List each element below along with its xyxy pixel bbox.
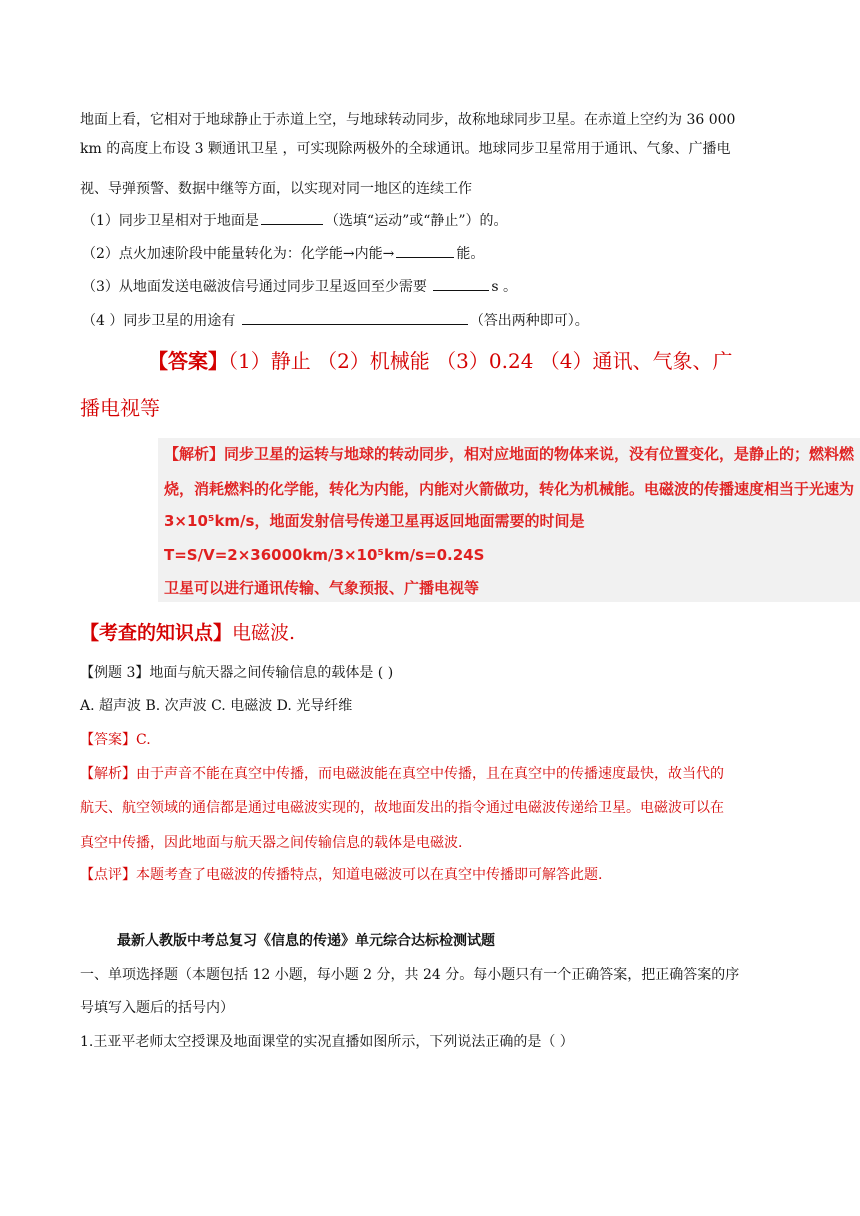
answer-line-1: [148, 349, 733, 373]
example-3-comment-tag: 【点评】: [80, 867, 136, 883]
question-1-text: （1）同步卫星相对于地面是: [82, 213, 259, 229]
question-3-text: （3）从地面发送电磁波信号通过同步卫星返回至少需要: [82, 279, 432, 295]
question-4-text: （4 ）同步卫星的用途有: [82, 313, 240, 329]
knowledge-point: [80, 621, 295, 645]
example-3-analysis-3: 真空中传播，因此地面与航天器之间传输信息的载体是电磁波.: [80, 835, 463, 851]
section-instruction-1: 一、单项选择题（本题包括 12 小题，每小题 2 分，共 24 分。每小题只有一个正确答案，把正确答案的序: [80, 967, 740, 983]
answer-text-1: （1）静止 （2）机械能 （3）0.24 （4）通讯、气象、广: [228, 349, 733, 373]
intro-line-3: 视、导弹预警、数据中继等方面，以实现对同一地区的连续工作: [80, 181, 472, 197]
knowledge-text: 电磁波.: [232, 622, 296, 644]
question-2-text: （2）点火加速阶段中能量转化为：化学能→内能→: [82, 246, 395, 262]
question-2: [82, 243, 484, 263]
example-3-analysis-tag: 【解析】: [80, 766, 136, 782]
analysis-line-4: T=S/V=2×36000km/3×10⁵km/s=0.24S: [164, 546, 485, 564]
analysis-line-2: 烧，消耗燃料的化学能，转化为内能，内能对火箭做功，转化为机械能。电磁波的传播速度相当于光速为: [164, 480, 855, 498]
example-3-analysis-1: [80, 765, 724, 783]
example-3-comment-text: 本题考查了电磁波的传播特点，知道电磁波可以在真空中传播即可解答此题.: [136, 867, 603, 883]
answer-blank-4: [242, 310, 468, 325]
example-3-analysis-2: 航天、航空领域的通信都是通过电磁波实现的，故地面发出的指令通过电磁波传递给卫星。电磁波可以在: [80, 800, 724, 816]
analysis-line-1: 【解析】同步卫星的运转与地球的转动同步，相对应地面的物体来说，没有位置变化，是静止的；燃料燃: [164, 445, 855, 463]
question-3-suffix: s 。: [491, 279, 517, 295]
answer-tag: 【答案】: [148, 349, 228, 373]
question-4-suffix: （答出两种即可）。: [469, 313, 589, 329]
question-4: [82, 310, 589, 330]
answer-blank-3: [433, 276, 489, 291]
analysis-line-3: 3×10⁵km/s，地面发射信号传递卫星再返回地面需要的时间是: [164, 512, 585, 530]
question-2-suffix: 能。: [456, 246, 485, 262]
question-3: [82, 276, 517, 296]
example-3-options: A. 超声波 B. 次声波 C. 电磁波 D. 光导纤维: [80, 698, 353, 714]
intro-line-2: km 的高度上布设 3 颗通讯卫星 ，可实现除两极外的全球通讯。地球同步卫星常用于通讯、气象、广播电: [80, 141, 731, 157]
answer-line-2: 播电视等: [80, 396, 160, 420]
test-title: 最新人教版中考总复习《信息的传递》单元综合达标检测试题: [117, 933, 495, 949]
example-3-comment: [80, 866, 602, 884]
test-question-1: 1.王亚平老师太空授课及地面课堂的实况直播如图所示，下列说法正确的是（ ）: [80, 1034, 574, 1050]
question-1: [82, 210, 508, 230]
section-instruction-2: 号填写入题后的括号内）: [80, 1000, 234, 1016]
example-3-answer: 【答案】C.: [80, 732, 151, 748]
example-3-analysis-text-1: 由于声音不能在真空中传播，而电磁波能在真空中传播，且在真空中的传播速度最快，故当代的: [136, 766, 724, 782]
answer-blank-1: [261, 210, 323, 225]
analysis-scan-image: [158, 438, 860, 602]
example-3-question: 【例题 3】地面与航天器之间传输信息的载体是 ( ): [80, 665, 394, 681]
analysis-line-5: 卫星可以进行通讯传输、气象预报、广播电视等: [164, 579, 480, 597]
question-1-suffix: （选填“运动”或“静止”）的。: [324, 213, 508, 229]
knowledge-tag: 【考查的知识点】: [80, 622, 233, 644]
answer-blank-2: [396, 243, 454, 258]
intro-line-1: 地面上看，它相对于地球静止于赤道上空，与地球转动同步，故称地球同步卫星。在赤道上空约为 36 000: [80, 112, 736, 128]
